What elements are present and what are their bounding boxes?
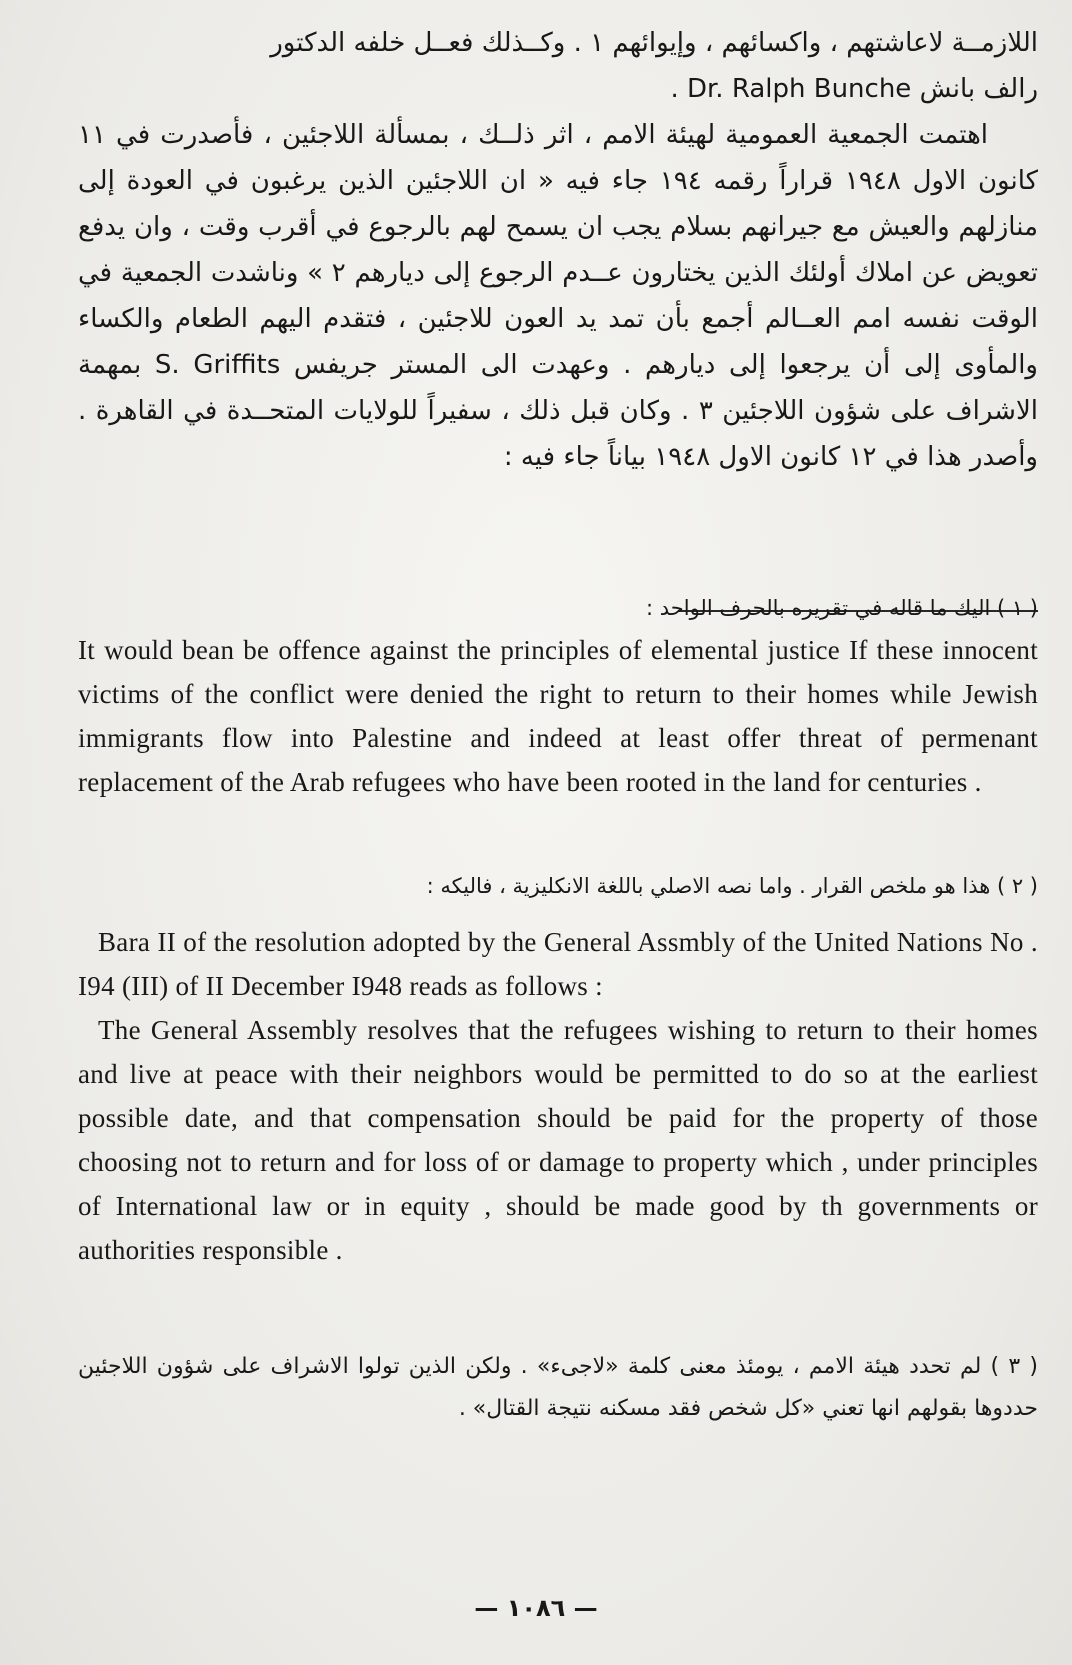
footnote-1-quote (78, 628, 1038, 804)
arabic-paragraph-resolution: اهتمت الجمعية العمومية لهيئة الامم ، اثر ذلــك ، بمسألة اللاجئين ، فأصدرت في ١١ كانون الاول ١٩٤٨ قراراً رقمه ١٩٤ جاء فيه « ان اللاجئين الذين يرغبون في العودة إلى منازلهم والعيش مع جيرانهم بسلام يجب ان يسمح لهم بالرجوع في أقرب وقت ، وان يدفع تعويض عن املاك أولئك الذين يختارون عــدم الرجوع إلى ديارهم ٢ » وناشدت الجمعية في الوقت نفسه امم العــالم أجمع بأن تمد يد العون للاجئين ، فتقدم اليهم الطعام والكساء والمأوى إلى أن يرجعوا إلى ديارهم . وعهدت الى المستر جريفس S. Griffits بمهمة الاشراف على شؤون اللاجئين ٣ . وكان قبل ذلك ، سفيراً للولايات المتحــدة في القاهرة . وأصدر هذا في ١٢ كانون الاول ١٩٤٨ بياناً جاء فيه : (78, 120, 1039, 472)
arabic-line-1: اللازمــة لاعاشتهم ، واكسائهم ، وإيوائهم ١ . وكــذلك فعــل خلفه الدكتور (270, 28, 1038, 58)
page-number: — ١٠٨٦ — (474, 1594, 598, 1622)
footnote-2-intro: ( ٢ ) هذا هو ملخص القرار . واما نصه الاصلي باللغة الانكليزية ، فاليكه : (426, 874, 1038, 898)
footnote-3: ( ٣ ) لم تحدد هيئة الامم ، يومئذ معنى كلمة «لاجىء» . ولكن الذين تولوا الاشراف على شؤون اللاجئين حددوها بقولهم انها تعني «كل شخص فقد مسكنه نتيجة القتال» . (78, 1354, 1038, 1421)
arabic-line-2: رالف بانش Dr. Ralph Bunche . (670, 74, 1038, 104)
resolution-intro-paragraph: Bara II of the resolution adopted by the General Assmbly of the United Nations No . I94 (III) of II December I948 reads as follows : (78, 927, 1038, 1001)
footnote-1-intro: ( ١ ) اليك ما قاله في تقريره بالحرف الواحد : (645, 596, 1038, 620)
footnote-2-resolution (78, 920, 1038, 1272)
arabic-main-text (78, 20, 1038, 480)
footnote-1-quote-text: It would bean be offence against the principles of elemental justice If these innocent victims of the conflict were denied the right to return to their homes while Jewish immigrants flow into Palestine and indeed at least offer threat of permenant replacement of the Arab refugees who have been rooted in the land for centuries . (78, 635, 1038, 797)
resolution-quote-paragraph: The General Assembly resolves that the refugees wishing to return to their homes and live at peace with their neighbors would be permitted to do so at the earliest possible date, and that compensation should be paid for the property of those choosing not to return and for loss of or damage to property which , under principles of International law or in equity , should be made good by th governments or authorities responsible . (78, 1015, 1038, 1265)
